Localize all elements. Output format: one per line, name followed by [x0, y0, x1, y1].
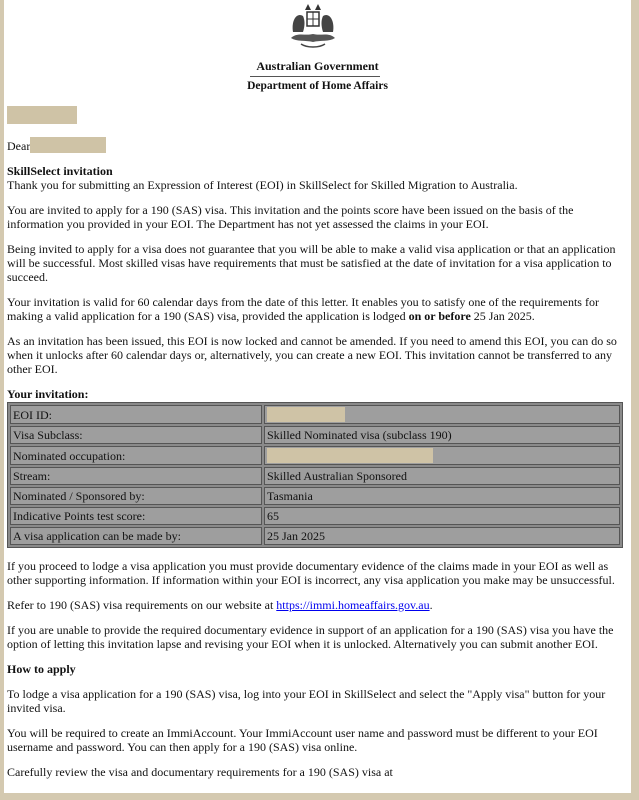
- paragraph-5: As an invitation has been issued, this EOI is now locked and cannot be amended. If you need to amend this EOI, you can do so when it unlocks after 60 calendar days or, alternatively, you can create a new EOI. This invitation cannot be transferred to any other EOI.: [7, 334, 617, 376]
- row-value: [264, 405, 620, 424]
- table-row: [10, 426, 620, 444]
- row-value: Skilled Australian Sponsored: [264, 467, 620, 485]
- row-value: 65: [264, 507, 620, 525]
- row-value: Skilled Nominated visa (subclass 190): [264, 426, 620, 444]
- row-value: Tasmania: [264, 487, 620, 505]
- row-value: [264, 446, 620, 465]
- paragraph-7: [7, 598, 623, 612]
- redacted-value: [267, 448, 433, 463]
- table-row: [10, 507, 620, 525]
- header-divider: [250, 76, 380, 77]
- paragraph-3: Being invited to apply for a visa does not guarantee that you will be able to make a valid visa application or that an application will be successful. Most skilled visas have requirements that must be satisfied at the date of invitation for a visa application to succeed.: [7, 242, 616, 284]
- immi-website-link[interactable]: https://immi.homeaffairs.gov.au: [276, 598, 430, 612]
- row-label: Stream:: [10, 467, 262, 485]
- table-row: [10, 446, 620, 465]
- paragraph-4-emphasis: on or before: [408, 309, 471, 323]
- row-label: Indicative Points test score:: [10, 507, 262, 525]
- your-invitation-heading: Your invitation:: [7, 387, 89, 401]
- recipient-redacted: [30, 137, 106, 153]
- letter-body: [7, 106, 623, 790]
- how-to-apply-heading: How to apply: [7, 662, 76, 676]
- redacted-value: [267, 407, 345, 422]
- paragraph-9: To lodge a visa application for a 190 (SAS) visa, log into your EOI in SkillSelect and select the "Apply visa" button for your invited visa.: [7, 687, 606, 715]
- paragraph-8: If you are unable to provide the required documentary evidence in support of an application for a 190 (SAS) visa you have the option of letting this invitation lapse and revising your EOI when it is unlocked. Alternatively you can submit another EOI.: [7, 623, 614, 651]
- row-label: EOI ID:: [10, 405, 262, 424]
- invitation-details-table: [7, 402, 623, 548]
- row-label: A visa application can be made by:: [10, 527, 262, 545]
- department-title: Department of Home Affairs: [247, 80, 388, 92]
- table-row: [10, 527, 620, 545]
- row-label: Nominated / Sponsored by:: [10, 487, 262, 505]
- invitation-heading: SkillSelect invitation: [7, 164, 113, 178]
- paragraph-7-text: Refer to 190 (SAS) visa requirements on our website at: [7, 598, 277, 612]
- table-row: [10, 487, 620, 505]
- salutation: Dear: [7, 139, 31, 153]
- paragraph-11: Carefully review the visa and documentary requirements for a 190 (SAS) visa at: [7, 765, 393, 779]
- letter-page: [4, 0, 631, 793]
- paragraph-1: Thank you for submitting an Expression of Interest (EOI) in SkillSelect for Skilled Migration to Australia.: [7, 178, 518, 192]
- paragraph-4-text: Your invitation is valid for 60 calendar days from the date of this letter. It enables you to satisfy one of the requirements for making a valid application for a 190 (SAS) visa, provided the application is lodged: [7, 295, 599, 323]
- table-row: [10, 405, 620, 424]
- paragraph-7-end: .: [429, 598, 433, 612]
- paragraph-10: You will be required to create an ImmiAccount. Your ImmiAccount user name and password must be different to your EOI username and password. You can then apply for a 190 (SAS) visa online.: [7, 726, 598, 754]
- row-value: 25 Jan 2025: [264, 527, 620, 545]
- row-label: Nominated occupation:: [10, 446, 262, 465]
- coat-of-arms-icon: [283, 2, 343, 52]
- table-row: [10, 467, 620, 485]
- paragraph-6: If you proceed to lodge a visa application you must provide documentary evidence of the claims made in your EOI as well as other supporting information. If information within your EOI is incorrect, any visa application you make may be unsuccessful.: [7, 559, 615, 587]
- row-label: Visa Subclass:: [10, 426, 262, 444]
- paragraph-2: You are invited to apply for a 190 (SAS) visa. This invitation and the points score have been issued on the basis of the information you provided in your EOI. The Department has not yet assessed the claims in your EOI.: [7, 203, 574, 231]
- salutation-line: [7, 137, 623, 153]
- government-title: Australian Government: [256, 59, 379, 73]
- paragraph-4: [7, 295, 623, 323]
- paragraph-4-date: 25 Jan 2025.: [470, 309, 535, 323]
- recipient-name-redacted: [7, 106, 77, 124]
